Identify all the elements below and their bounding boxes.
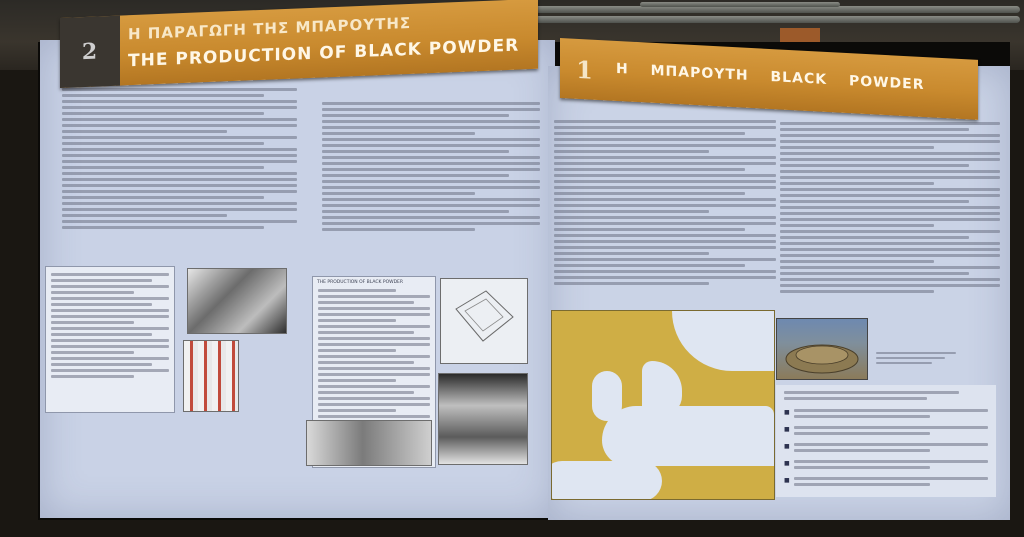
title-black-powder: Η ΜΠΑΡΟΥΤΗ BLACK POWDER <box>616 60 925 94</box>
map-sea <box>602 406 774 466</box>
plan-sketch-icon <box>441 279 527 363</box>
bullet-icon: ■ <box>784 443 790 450</box>
text-column <box>554 120 776 288</box>
bullet-icon: ■ <box>784 477 790 484</box>
bullet-icon: ■ <box>784 426 790 433</box>
workers-photo <box>187 268 287 334</box>
plan-drawing <box>440 278 528 364</box>
section-number: 2 <box>60 16 120 88</box>
map-sea <box>551 461 662 500</box>
glossary-box <box>45 266 175 413</box>
map-sea <box>592 371 622 421</box>
bullet-icon: ■ <box>784 460 790 467</box>
map-aegean <box>551 310 775 500</box>
engraving-photo <box>306 420 432 466</box>
photo-caption <box>876 352 956 367</box>
fortress-photo <box>776 318 868 380</box>
text-column <box>62 88 297 232</box>
exhibit-panel-production <box>40 40 555 518</box>
section-number: 1 <box>576 54 594 85</box>
title-english: THE PRODUCTION OF BLACK POWDER <box>128 35 520 72</box>
text-column <box>780 122 1000 296</box>
mill-photo <box>438 373 528 465</box>
bullet-icon: ■ <box>784 409 790 416</box>
title-greek: Η ΠΑΡΑΓΩΓΗ ΤΗΣ ΜΠΑΡΟΥΤΗΣ <box>128 13 412 44</box>
fortress-icon <box>777 319 867 379</box>
pipe <box>640 2 840 7</box>
map-legend <box>776 385 996 497</box>
text-column <box>322 102 540 234</box>
box-title: THE PRODUCTION OF BLACK POWDER <box>317 280 404 285</box>
map-sea <box>642 361 682 416</box>
map-sea <box>672 311 774 371</box>
machinery-drawing <box>183 340 239 412</box>
